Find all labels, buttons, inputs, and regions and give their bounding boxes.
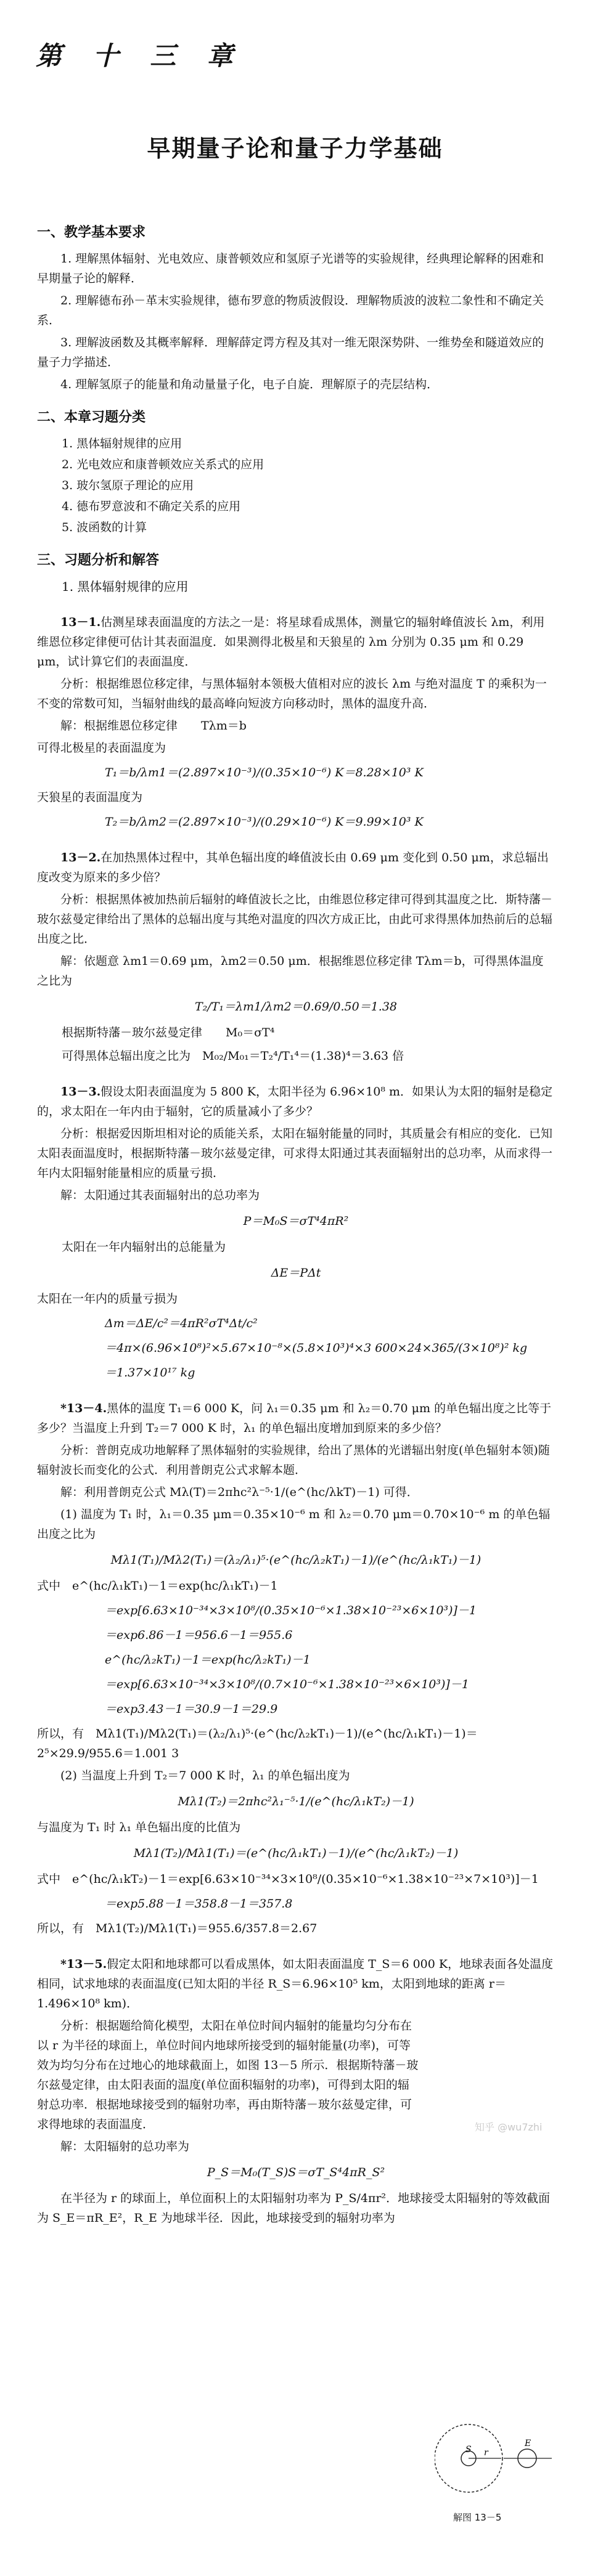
text-line: 太阳在一年内辐射出的总能量为 [62, 1240, 226, 1254]
equation: ＝exp[6.63×10⁻³⁴×3×10⁸/(0.35×10⁻⁶×1.38×10⁻²³×6×10³)]－1 [105, 1604, 477, 1617]
text-line: (1) 温度为 T₁ 时，λ₁＝0.35 μm＝0.35×10⁻⁶ m 和 λ₂＝0.70 μm＝0.70×10⁻⁶ m 的单色辐出度之比为 [37, 1508, 551, 1541]
problem-13-1 [37, 612, 555, 832]
equation: 所以，有 Mλ1(T₂)/Mλ1(T₁)＝955.6/357.8＝2.67 [37, 1922, 318, 1935]
equation: T₂/T₁＝λm1/λm2＝0.69/0.50＝1.38 [195, 1000, 397, 1014]
section-heading-3: 三、习题分析和解答 [37, 553, 160, 568]
analysis: 分析：根据爱因斯坦相对论的质能关系，太阳在辐射能量的同时，其质量会有相应的变化．已知太阳表面温度时，根据斯特藩－玻尔兹曼定律，可求得太阳通过其表面辐射出的总功率，从而求得一年内太阳辐射能量相应的质量亏损． [37, 1127, 553, 1180]
equation: ΔE＝PΔt [271, 1266, 321, 1280]
analysis: 分析：根据题给简化模型，太阳在单位时间内辐射的能量均匀分布在以 r 为半径的球面上，单位时间内地球所接受到的辐射能量(功率)，可等效为均匀分布在过地心的地球截面上，如图 13－5 所示．根据斯特藩－玻尔兹曼定律，由太阳表面的温度(单位面积辐射的功率)，可得到太阳的辐射总功率．根据地球接受到的辐射功率，再由斯特藩－玻尔兹曼定律，可求得地球的表面温度． [37, 2019, 419, 2131]
problem-label: *13－4. [60, 1402, 107, 1415]
requirement-2: 2. 理解德布孙－革末实验规律，德布罗意的物质波假设．理解物质波的波粒二象性和不确定关系． [37, 294, 544, 327]
text-line: 太阳在一年内的质量亏损为 [37, 1292, 178, 1306]
text-line: (2) 当温度上升到 T₂＝7 000 K 时，λ₁ 的单色辐出度为 [60, 1769, 350, 1782]
text-line: 在半径为 r 的球面上，单位面积上的太阳辐射功率为 P_S/4πr²．地球接受太阳辐射的等效截面为 S_E＝πR_E²，R_E 为地球半径．因此，地球接受到的辐射功率为 [37, 2192, 551, 2225]
equation: Mλ1(T₂)/Mλ1(T₁)＝(e^(hc/λ₁kT₁)－1)/(e^(hc/λ₁kT₂)－1) [133, 1847, 459, 1860]
figure-caption: 解图 13－5 [453, 2512, 502, 2523]
analysis: 分析：根据黑体被加热前后辐射的峰值波长之比，由维恩位移定律可得到其温度之比．斯特藩－玻尔兹曼定律给出了黑体的总辐出度与其绝对温度的四次方成正比，由此可求得黑体加热前后的总辐出度之比． [37, 893, 553, 946]
equation: Mλ1(T₂)＝2πhc²λ₁⁻⁵·1/(e^(hc/λ₁kT₂)－1) [178, 1795, 414, 1808]
equation: P_S＝M₀(T_S)S＝σT_S⁴4πR_S² [207, 2166, 385, 2179]
solution: 解：依题意 λm1＝0.69 μm，λm2＝0.50 μm．根据维恩位移定律 Tλm＝b，可得黑体温度之比为 [37, 954, 544, 988]
text-line: 天狼星的表面温度为 [37, 790, 143, 804]
problem-label: *13－5. [60, 1957, 107, 1971]
equation: 式中 e^(hc/λ₁kT₂)－1＝exp[6.63×10⁻³⁴×3×10⁸/(0.35×10⁻⁶×1.38×10⁻²³×7×10³)]－1 [37, 1872, 539, 1886]
solution: 解：根据维恩位移定律 Tλm＝b [60, 719, 247, 733]
category-item: 5. 波函数的计算 [62, 521, 147, 534]
sun-label: S [465, 2445, 472, 2455]
analysis: 分析：普朗克成功地解释了黑体辐射的实验规律，给出了黑体的光谱辐出射度(单色辐射本领)随辐射波长而变化的公式．利用普朗克公式求解本题． [37, 1444, 550, 1477]
problem-text: 假定太阳和地球都可以看成黑体，如太阳表面温度 T_S＝6 000 K，地球表面各处温度相同，试求地球的表面温度(已知太阳的半径 R_S＝6.96×10⁵ km，太阳到地球的距离 r＝1.496×10⁸ km)． [37, 1957, 554, 2010]
equation: Mλ1(T₁)/Mλ2(T₁)＝(λ₂/λ₁)⁵·(e^(hc/λ₂kT₁)－1)/(e^(hc/λ₁kT₁)－1) [110, 1553, 481, 1567]
problem-13-4 [37, 1399, 555, 1938]
equation: e^(hc/λ₂kT₁)－1＝exp(hc/λ₂kT₁)－1 [105, 1653, 311, 1667]
equation: 可得黑体总辐出度之比为 M₀₂/M₀₁＝T₂⁴/T₁⁴＝(1.38)⁴＝3.63 倍 [62, 1049, 404, 1063]
category-item: 3. 玻尔氢原子理论的应用 [62, 479, 194, 492]
equation: ＝exp[6.63×10⁻³⁴×3×10⁸/(0.7×10⁻⁶×1.38×10⁻²³×6×10³)]－1 [105, 1678, 469, 1691]
requirement-1: 1. 理解黑体辐射、光电效应、康普顿效应和氢原子光谱等的实验规律，经典理论解释的困难和早期量子论的解释． [37, 252, 544, 285]
solution: 解：太阳辐射的总功率为 [60, 2140, 190, 2153]
analysis: 分析：根据维恩位移定律，与黑体辐射本领极大值相对应的波长 λm 与绝对温度 T 的乘积为一不变的常数可知，当辐射曲线的最高峰向短波方向移动时，黑体的温度升高． [37, 677, 547, 710]
problem-label: 13－1. [60, 616, 101, 629]
problem-label: 13－3. [60, 1085, 101, 1099]
watermark: 知乎 @wu7zhi [475, 2121, 543, 2133]
section-heading-1: 一、教学基本要求 [37, 225, 146, 240]
problem-13-3 [37, 1082, 555, 1383]
problem-text: 假设太阳表面温度为 5 800 K，太阳半径为 6.96×10⁸ m．如果认为太阳的辐射是稳定的，求太阳在一年内由于辐射，它的质量减小了多少？ [37, 1085, 553, 1118]
equation: ＝exp3.43－1＝30.9－1＝29.9 [105, 1702, 278, 1716]
figure-13-5 [435, 2412, 564, 2505]
section-heading-2: 二、本章习题分类 [37, 410, 146, 425]
text-line: 根据斯特藩－玻尔兹曼定律 M₀＝σT⁴ [62, 1026, 275, 1039]
text-line: 与温度为 T₁ 时 λ₁ 单色辐出度的比值为 [37, 1821, 241, 1834]
page-title: 早期量子论和量子力学基础 [147, 135, 443, 162]
equation: P＝M₀S＝σT⁴4πR² [243, 1214, 349, 1228]
problem-13-5 [37, 1954, 555, 2228]
requirement-4: 4. 理解氢原子的能量和角动量量子化，电子自旋．理解原子的壳层结构． [60, 378, 439, 391]
problem-label: 13－2. [60, 851, 101, 864]
chapter-number: 第 十 三 章 [36, 41, 244, 71]
category-item: 1. 黑体辐射规律的应用 [62, 437, 182, 450]
equation: T₁＝b/λm1＝(2.897×10⁻³)/(0.35×10⁻⁶) K＝8.28×10³ K [105, 766, 424, 779]
problem-text: 在加热黑体过程中，其单色辐出度的峰值波长由 0.69 μm 变化到 0.50 μm，求总辐出度改变为原来的多少倍？ [37, 851, 549, 884]
equation: ＝1.37×10¹⁷ kg [105, 1366, 195, 1379]
equation: ＝4π×(6.96×10⁸)²×5.67×10⁻⁸×(5.8×10³)⁴×3 600×24×365/(3×10⁸)² kg [105, 1341, 528, 1355]
problem-text: 估测星球表面温度的方法之一是：将星球看成黑体，测量它的辐射峰值波长 λm，利用维恩位移定律便可估计其表面温度．如果测得北极星和天狼星的 λm 分别为 0.35 μm 和 0.29 μm，试计算它们的表面温度． [37, 616, 545, 668]
equation: 式中 e^(hc/λ₁kT₁)－1＝exp(hc/λ₁kT₁)－1 [37, 1579, 278, 1593]
requirement-3: 3. 理解波函数及其概率解释．理解薛定谔方程及其对一维无限深势阱、一维势垒和隧道效应的量子力学描述． [37, 336, 544, 369]
content [37, 209, 555, 2230]
category-item: 2. 光电效应和康普顿效应关系式的应用 [62, 458, 264, 471]
category-item: 4. 德布罗意波和不确定关系的应用 [62, 500, 241, 513]
solution: 解：利用普朗克公式 Mλ(T)＝2πhc²λ⁻⁵·1/(e^(hc/λkT)－1) 可得． [60, 1485, 419, 1499]
category-list [62, 434, 555, 537]
problem-13-2 [37, 848, 555, 1066]
equation: Δm＝ΔE/c²＝4πR²σT⁴Δt/c² [105, 1317, 258, 1330]
subsection-heading: 1. 黑体辐射规律的应用 [62, 579, 189, 594]
equation: T₂＝b/λm2＝(2.897×10⁻³)/(0.29×10⁻⁶) K＝9.99×10³ K [105, 815, 424, 829]
equation: 所以，有 Mλ1(T₁)/Mλ2(T₁)＝(λ₂/λ₁)⁵·(e^(hc/λ₂kT₁)－1)/(e^(hc/λ₁kT₁)－1)＝2⁵×29.9/955.6＝1.001 3 [37, 1727, 478, 1760]
r-label: r [484, 2448, 488, 2458]
problem-text: 黑体的温度 T₁＝6 000 K，问 λ₁＝0.35 μm 和 λ₂＝0.70 μm 的单色辐出度之比等于多少？当温度上升到 T₂＝7 000 K 时，λ₁ 的单色辐出度增加到原来的多少倍？ [37, 1402, 552, 1435]
text-line: 可得北极星的表面温度为 [37, 741, 166, 755]
equation: ＝exp5.88－1＝358.8－1＝357.8 [105, 1897, 293, 1911]
solution: 解：太阳通过其表面辐射出的总功率为 [60, 1188, 260, 1202]
equation: ＝exp6.86－1＝956.6－1＝955.6 [105, 1628, 293, 1642]
earth-label: E [525, 2439, 531, 2448]
